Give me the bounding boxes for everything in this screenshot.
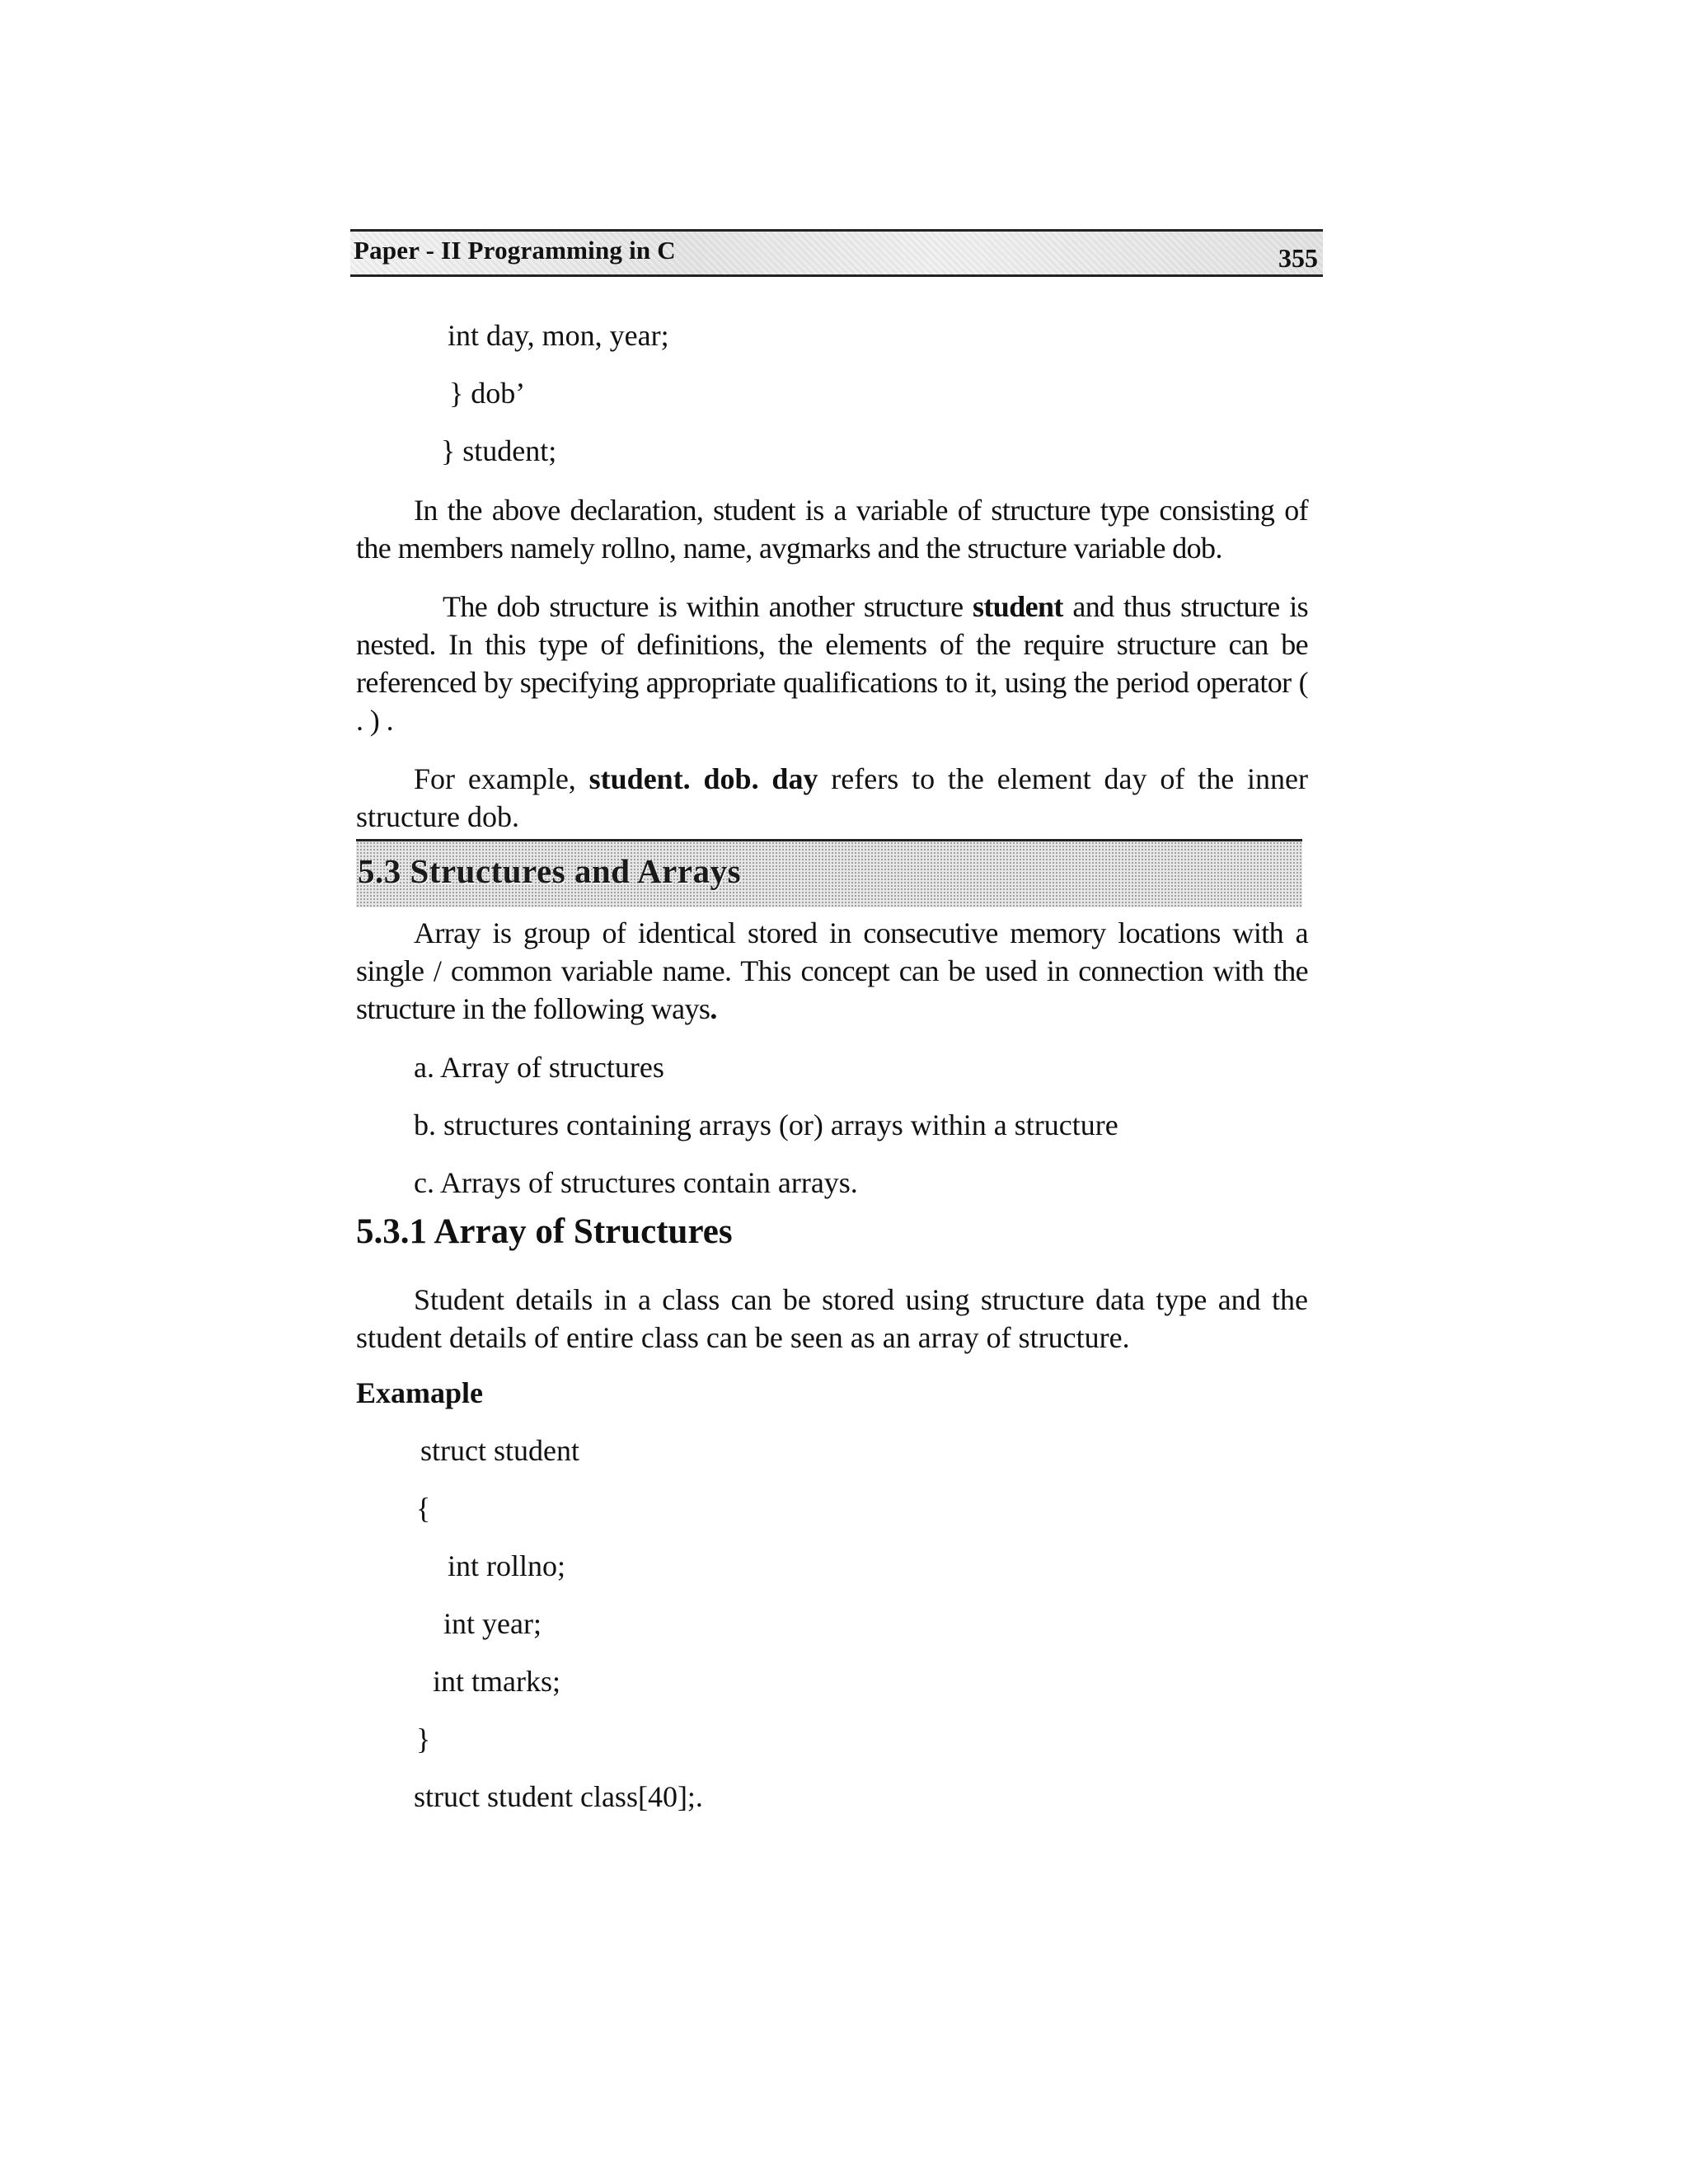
page-number: 355 <box>1278 243 1318 273</box>
paragraph: Student details in a class can be stored using structure data type and the student details of entire class can be seen as an array of structure. <box>356 1283 1308 1354</box>
code-line: struct student <box>420 1434 579 1467</box>
paragraph: In the above declaration, student is a variable of structure type consisting of the members namely rollno, name, avgmarks and the structure variable dob. <box>356 494 1308 565</box>
section-heading-bar <box>356 839 1302 907</box>
section-heading: 5.3 Structures and Arrays <box>358 852 742 890</box>
code-line: } dob’ <box>449 377 526 410</box>
header-title: Paper - II Programming in C <box>354 236 676 265</box>
code-line: } <box>416 1722 431 1755</box>
code-line: int year; <box>443 1607 542 1640</box>
paragraph: The dob structure is within another structure student and thus structure is nested. In this type of definitions, the elements of the require structure can be referenced by specifying appropriate qualifications to it, using the period operator ( . ) . <box>356 590 1309 737</box>
list-item: c. Arrays of structures contain arrays. <box>414 1166 858 1199</box>
list-item: a. Array of structures <box>414 1051 664 1084</box>
subsection-heading: 5.3.1 Array of Structures <box>356 1212 733 1251</box>
list-item: b. structures containing arrays (or) arrays within a structure <box>414 1108 1118 1141</box>
running-header <box>350 229 1323 277</box>
example-label: Examaple <box>356 1376 484 1409</box>
paragraph: For example, student. dob. day refers to the element day of the inner structure dob. <box>356 762 1309 833</box>
code-line: } student; <box>441 434 557 467</box>
code-line: { <box>416 1492 431 1525</box>
code-line: struct student class[40];. <box>414 1780 703 1813</box>
code-line: int tmarks; <box>433 1665 560 1698</box>
code-line: int day, mon, year; <box>448 319 669 352</box>
paragraph: Array is group of identical stored in consecutive memory locations with a single / common variable name. This concept can be used in connection with the structure in the following ways. <box>356 916 1308 1025</box>
code-line: int rollno; <box>448 1549 565 1582</box>
